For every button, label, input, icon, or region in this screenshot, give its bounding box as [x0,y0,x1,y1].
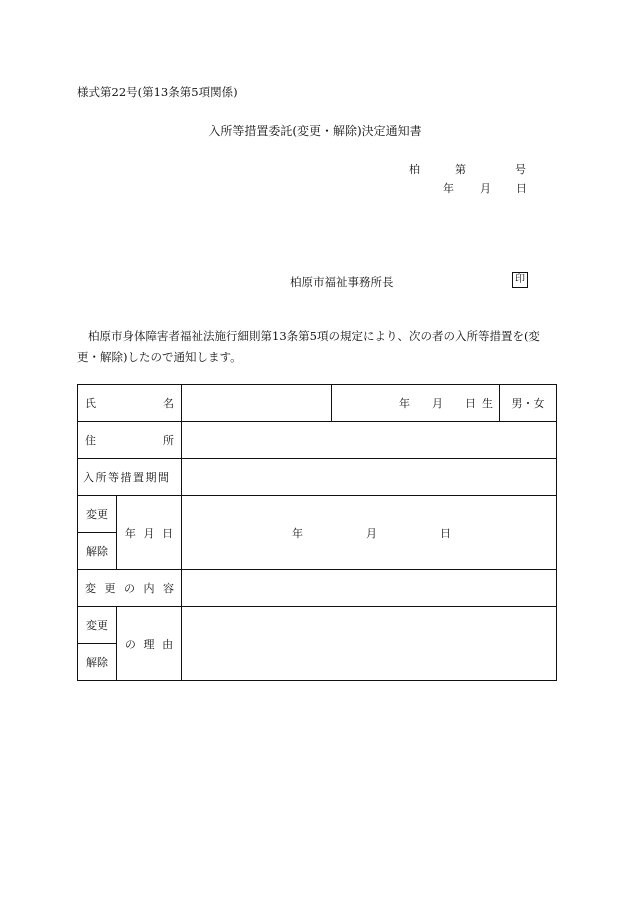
date-month-label: 月 [480,182,491,195]
change-date-month: 月 [366,526,377,540]
name-field[interactable] [182,385,332,422]
period-field[interactable] [182,459,557,496]
document-title: 入所等措置委託(変更・解除)決定通知書 [208,124,422,138]
content-label-4: 内 [143,582,155,595]
change-label-1 [78,496,117,533]
name-label-2: 名 [163,397,174,410]
name-label-1: 氏 [85,397,96,410]
cancel-text-2: 解除 [86,656,108,669]
address-label [78,422,182,459]
address-field[interactable] [182,422,557,459]
row-period [78,459,557,496]
gender-field[interactable] [500,385,557,422]
ref-dai: 第 [455,163,466,176]
cancel-text-1: 解除 [86,545,108,558]
address-label-1: 住 [85,434,96,447]
row-reason-change [78,607,557,644]
cancel-label-2 [78,644,117,681]
content-label [78,570,182,607]
row-address [78,422,557,459]
period-label-text: 入所等措置期間 [83,471,171,484]
change-date-year: 年 [292,526,303,540]
gender-label: 男・女 [511,397,545,410]
change-text-1: 変更 [86,508,108,521]
date-year-label: 年 [443,182,454,195]
birth-date-field[interactable] [332,385,500,422]
change-label-2 [78,607,117,644]
date-label-day: 日 [162,526,174,540]
ref-go: 号 [515,163,526,176]
birth-day: 日 [465,397,476,410]
notice-body: 柏原市身体障害者福祉法施行細則第13条第5項の規定により、次の者の入所等措置を(変更・解除)したので通知します。 [77,329,540,364]
period-label [78,459,182,496]
row-date-change [78,496,557,533]
change-date-day: 日 [440,526,451,540]
birth-month: 月 [432,397,443,410]
row-content [78,570,557,607]
address-label-2: 所 [163,434,174,447]
reason-label [117,607,182,681]
ref-prefix: 柏 [409,163,420,176]
issuer-name: 柏原市福祉事務所長 [290,275,394,289]
date-day-label: 日 [516,182,527,195]
change-date-field[interactable] [182,496,557,570]
reason-field[interactable] [182,607,557,681]
seal-mark: 印 [512,272,528,288]
form-number: 様式第22号(第13条第5項関係) [77,85,238,99]
content-label-1: 変 [85,582,96,595]
content-field[interactable] [182,570,557,607]
row-name [78,385,557,422]
reason-label-3: 由 [162,637,174,651]
reason-label-2: 理 [143,637,155,651]
date-label-month: 月 [143,526,155,540]
change-text-2: 変更 [86,619,108,632]
cancel-label-1 [78,533,117,570]
date-label [117,496,182,570]
content-label-3: の [124,582,135,595]
birth-suffix: 生 [482,397,493,410]
notice-table [77,384,557,681]
content-label-5: 容 [163,582,174,595]
birth-year: 年 [399,397,410,410]
name-label [78,385,182,422]
content-label-2: 更 [104,582,116,595]
date-label-year: 年 [124,526,136,540]
reason-label-1: の [124,637,136,651]
